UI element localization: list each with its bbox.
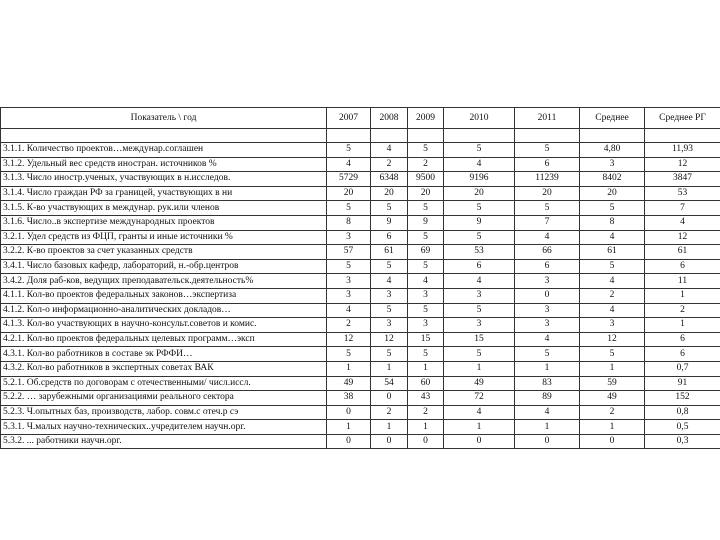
- table-cell: 3: [371, 288, 408, 303]
- table-cell: 4: [515, 405, 580, 420]
- table-cell: 152: [645, 391, 720, 406]
- table-cell: 3: [515, 274, 580, 289]
- table-cell: 5: [515, 347, 580, 362]
- column-header-2009: 2009: [408, 108, 444, 129]
- table-cell: 5: [580, 201, 645, 216]
- table-cell: 3847: [645, 172, 720, 187]
- row-label: 3.1.4. Число граждан РФ за границей, участвующих в ни: [1, 186, 327, 201]
- table-cell: 4: [408, 274, 444, 289]
- row-label: 3.4.2. Доля раб-ков, ведущих преподавательск.деятельность%: [1, 274, 327, 289]
- table-cell: 0,7: [645, 361, 720, 376]
- table-row: [1, 420, 720, 435]
- table-cell: 49: [327, 376, 371, 391]
- table-cell: 5: [580, 347, 645, 362]
- table-row: [1, 245, 720, 260]
- table-cell: 1: [327, 361, 371, 376]
- table-row: [1, 376, 720, 391]
- table-row: [1, 303, 720, 318]
- table-cell: 6: [645, 332, 720, 347]
- table-cell: 5: [371, 347, 408, 362]
- row-label: 5.3.2. ... работники научн.орг.: [1, 434, 327, 449]
- row-label: 4.1.1. Кол-во проектов федеральных законов…экспертиза: [1, 288, 327, 303]
- table-cell: 8402: [580, 172, 645, 187]
- table-cell: 5: [408, 259, 444, 274]
- table-cell: 8: [327, 215, 371, 230]
- table-cell: 53: [645, 186, 720, 201]
- table-cell: 61: [580, 245, 645, 260]
- table-cell: 89: [515, 391, 580, 406]
- column-header-2008: 2008: [371, 108, 408, 129]
- table-row: [1, 186, 720, 201]
- table-cell: 4: [580, 230, 645, 245]
- table-cell: 3: [444, 288, 515, 303]
- table-cell: 3: [515, 318, 580, 333]
- row-label: 3.1.6. Число..в экспертизе международных проектов: [1, 215, 327, 230]
- table-cell: 2: [408, 157, 444, 172]
- table-cell: 20: [327, 186, 371, 201]
- table-cell: 0: [515, 434, 580, 449]
- table-cell: 2: [327, 318, 371, 333]
- table-cell: 59: [580, 376, 645, 391]
- table-cell: 1: [515, 420, 580, 435]
- table-cell: 1: [371, 420, 408, 435]
- table-cell: 2: [371, 405, 408, 420]
- table-cell: 83: [515, 376, 580, 391]
- table-cell: 20: [408, 186, 444, 201]
- table-row: [1, 361, 720, 376]
- table-cell: 6: [515, 259, 580, 274]
- table-cell: 60: [408, 376, 444, 391]
- table-cell: 0,8: [645, 405, 720, 420]
- table-row: [1, 288, 720, 303]
- table-row: [1, 201, 720, 216]
- table-cell: 4: [580, 303, 645, 318]
- table-cell: 5: [444, 347, 515, 362]
- table-cell: 0: [408, 434, 444, 449]
- table-cell: 0: [444, 434, 515, 449]
- table-cell: 53: [444, 245, 515, 260]
- table-row: [1, 259, 720, 274]
- table-row: [1, 347, 720, 362]
- table-cell: 5: [371, 259, 408, 274]
- table-cell: 0: [327, 405, 371, 420]
- column-header-2010: 2010: [444, 108, 515, 129]
- table-cell: 5: [515, 201, 580, 216]
- table-cell: 54: [371, 376, 408, 391]
- row-label: 3.2.1. Удел средств из ФЦП, гранты и иные источники %: [1, 230, 327, 245]
- data-table: [0, 107, 720, 449]
- table-cell: 3: [408, 318, 444, 333]
- table-cell: 49: [580, 391, 645, 406]
- table-cell: 5: [408, 143, 444, 158]
- table-cell: 5: [408, 230, 444, 245]
- table-cell: 4: [444, 274, 515, 289]
- table-cell: 91: [645, 376, 720, 391]
- row-label: 4.1.2. Кол-о информационно-аналитических докладов…: [1, 303, 327, 318]
- table-cell: 6348: [371, 172, 408, 187]
- table-cell: 4: [515, 230, 580, 245]
- row-label: 5.2.1. Об.средств по договорам с отечественными/ числ.иссл.: [1, 376, 327, 391]
- table-cell: 9500: [408, 172, 444, 187]
- table-cell: 3: [371, 318, 408, 333]
- table-row: [1, 318, 720, 333]
- table-row: [1, 172, 720, 187]
- table-cell: 1: [444, 361, 515, 376]
- table-cell: 20: [580, 186, 645, 201]
- table-cell: 43: [408, 391, 444, 406]
- table-cell: 5: [515, 143, 580, 158]
- table-cell: 5729: [327, 172, 371, 187]
- table-cell: 1: [327, 420, 371, 435]
- row-label: 4.2.1. Кол-во проектов федеральных целевых программ…эксп: [1, 332, 327, 347]
- table-cell: 4: [444, 405, 515, 420]
- table-cell: 5: [444, 303, 515, 318]
- table-cell: 69: [408, 245, 444, 260]
- table-cell: 1: [408, 361, 444, 376]
- table-header-row: [1, 108, 720, 129]
- table-cell: 12: [371, 332, 408, 347]
- table-cell: 6: [515, 157, 580, 172]
- column-header-average: Среднее: [580, 108, 645, 129]
- table-cell: 4: [371, 274, 408, 289]
- table-cell: 1: [408, 420, 444, 435]
- table-cell: 3: [327, 230, 371, 245]
- row-label: 5.3.1. Ч.малых научно-технических..учредителем научн.орг.: [1, 420, 327, 435]
- row-label: 5.2.2. … зарубежными организациями реального сектора: [1, 391, 327, 406]
- table-cell: 0: [371, 434, 408, 449]
- column-header-2011: 2011: [515, 108, 580, 129]
- table-cell: 2: [580, 288, 645, 303]
- table-cell: 5: [371, 303, 408, 318]
- row-label: 3.1.2. Удельный вес средств иностран. источников %: [1, 157, 327, 172]
- table-cell: 6: [371, 230, 408, 245]
- table-cell: 0,3: [645, 434, 720, 449]
- table-cell: 4: [580, 274, 645, 289]
- table-cell: 2: [645, 303, 720, 318]
- table-cell: 66: [515, 245, 580, 260]
- table-cell: 6: [645, 259, 720, 274]
- row-label: 3.1.1. Количество проектов…междунар.соглашен: [1, 143, 327, 158]
- table-row: [1, 230, 720, 245]
- row-label: 3.4.1. Число базовых кафедр, лабораторий, н.-обр.центров: [1, 259, 327, 274]
- table-cell: 5: [327, 143, 371, 158]
- table-cell: 0: [371, 391, 408, 406]
- table-cell: 3: [580, 318, 645, 333]
- table-cell: 2: [371, 157, 408, 172]
- table-cell: 38: [327, 391, 371, 406]
- table-cell: 5: [327, 259, 371, 274]
- table-cell: 5: [327, 201, 371, 216]
- table-cell: 1: [580, 361, 645, 376]
- table-cell: 5: [408, 347, 444, 362]
- table-cell: 49: [444, 376, 515, 391]
- table-cell: 61: [645, 245, 720, 260]
- table-cell: 4: [645, 215, 720, 230]
- table-cell: 15: [444, 332, 515, 347]
- table-cell: 4,80: [580, 143, 645, 158]
- table-cell: 57: [327, 245, 371, 260]
- table-row: [1, 434, 720, 449]
- table-cell: 4: [515, 332, 580, 347]
- table-cell: 9: [371, 215, 408, 230]
- table-cell: 1: [371, 361, 408, 376]
- table-cell: 7: [645, 201, 720, 216]
- column-header-indicator: Показатель \ год: [1, 108, 327, 129]
- table-cell: 9: [408, 215, 444, 230]
- table-cell: 5: [444, 230, 515, 245]
- table-cell: 3: [408, 288, 444, 303]
- table-cell: 6: [645, 347, 720, 362]
- table-cell: 2: [408, 405, 444, 420]
- table-cell: 3: [580, 157, 645, 172]
- table-cell: 1: [645, 318, 720, 333]
- table-cell: 5: [371, 201, 408, 216]
- table-cell: 1: [515, 361, 580, 376]
- table-cell: 11,93: [645, 143, 720, 158]
- table-cell: 3: [327, 274, 371, 289]
- column-header-2007: 2007: [327, 108, 371, 129]
- spacer-row: [1, 129, 720, 143]
- table-cell: 4: [327, 303, 371, 318]
- table-cell: 20: [515, 186, 580, 201]
- table-cell: 12: [645, 157, 720, 172]
- table-row: [1, 143, 720, 158]
- table-row: [1, 274, 720, 289]
- table-cell: 5: [580, 259, 645, 274]
- table-cell: 2: [580, 405, 645, 420]
- table-cell: 61: [371, 245, 408, 260]
- table-row: [1, 157, 720, 172]
- table-cell: 5: [444, 143, 515, 158]
- table-cell: 9: [444, 215, 515, 230]
- table-cell: 0: [580, 434, 645, 449]
- table-cell: 20: [444, 186, 515, 201]
- row-label: 3.2.2. К-во проектов за счет указанных средств: [1, 245, 327, 260]
- table-row: [1, 391, 720, 406]
- table-cell: 5: [444, 201, 515, 216]
- table-cell: 9196: [444, 172, 515, 187]
- table-cell: 15: [408, 332, 444, 347]
- table-cell: 1: [645, 288, 720, 303]
- table-cell: 4: [371, 143, 408, 158]
- table-cell: 3: [444, 318, 515, 333]
- table-cell: 72: [444, 391, 515, 406]
- table-cell: 20: [371, 186, 408, 201]
- table-cell: 3: [327, 288, 371, 303]
- table-row: [1, 405, 720, 420]
- column-header-average-rg: Среднее РГ: [645, 108, 720, 129]
- table-cell: 4: [327, 157, 371, 172]
- table-cell: 12: [327, 332, 371, 347]
- table-cell: 6: [444, 259, 515, 274]
- table-cell: 3: [515, 303, 580, 318]
- table-cell: 5: [327, 347, 371, 362]
- table-cell: 11239: [515, 172, 580, 187]
- table-cell: 4: [444, 157, 515, 172]
- table-cell: 11: [645, 274, 720, 289]
- table-row: [1, 332, 720, 347]
- table-cell: 0: [327, 434, 371, 449]
- table-cell: 7: [515, 215, 580, 230]
- table-row: [1, 215, 720, 230]
- table-cell: 5: [408, 201, 444, 216]
- row-label: 4.3.2. Кол-во работников в экспертных советах ВАК: [1, 361, 327, 376]
- row-label: 5.2.3. Ч.опытных баз, производств, лабор. совм.с отеч.р сэ: [1, 405, 327, 420]
- row-label: 3.1.5. К-во участвующих в междунар. рук.или членов: [1, 201, 327, 216]
- table-cell: 12: [580, 332, 645, 347]
- table-cell: 0,5: [645, 420, 720, 435]
- row-label: 4.1.3. Кол-во участвующих в научно-консульт.советов и комис.: [1, 318, 327, 333]
- row-label: 4.3.1. Кол-во работников в составе эк РФФИ…: [1, 347, 327, 362]
- row-label: 3.1.3. Число иностр.ученых, участвующих в н.исследов.: [1, 172, 327, 187]
- table-cell: 1: [444, 420, 515, 435]
- table-cell: 8: [580, 215, 645, 230]
- table-cell: 0: [515, 288, 580, 303]
- table-cell: 5: [408, 303, 444, 318]
- table-cell: 12: [645, 230, 720, 245]
- table-cell: 1: [580, 420, 645, 435]
